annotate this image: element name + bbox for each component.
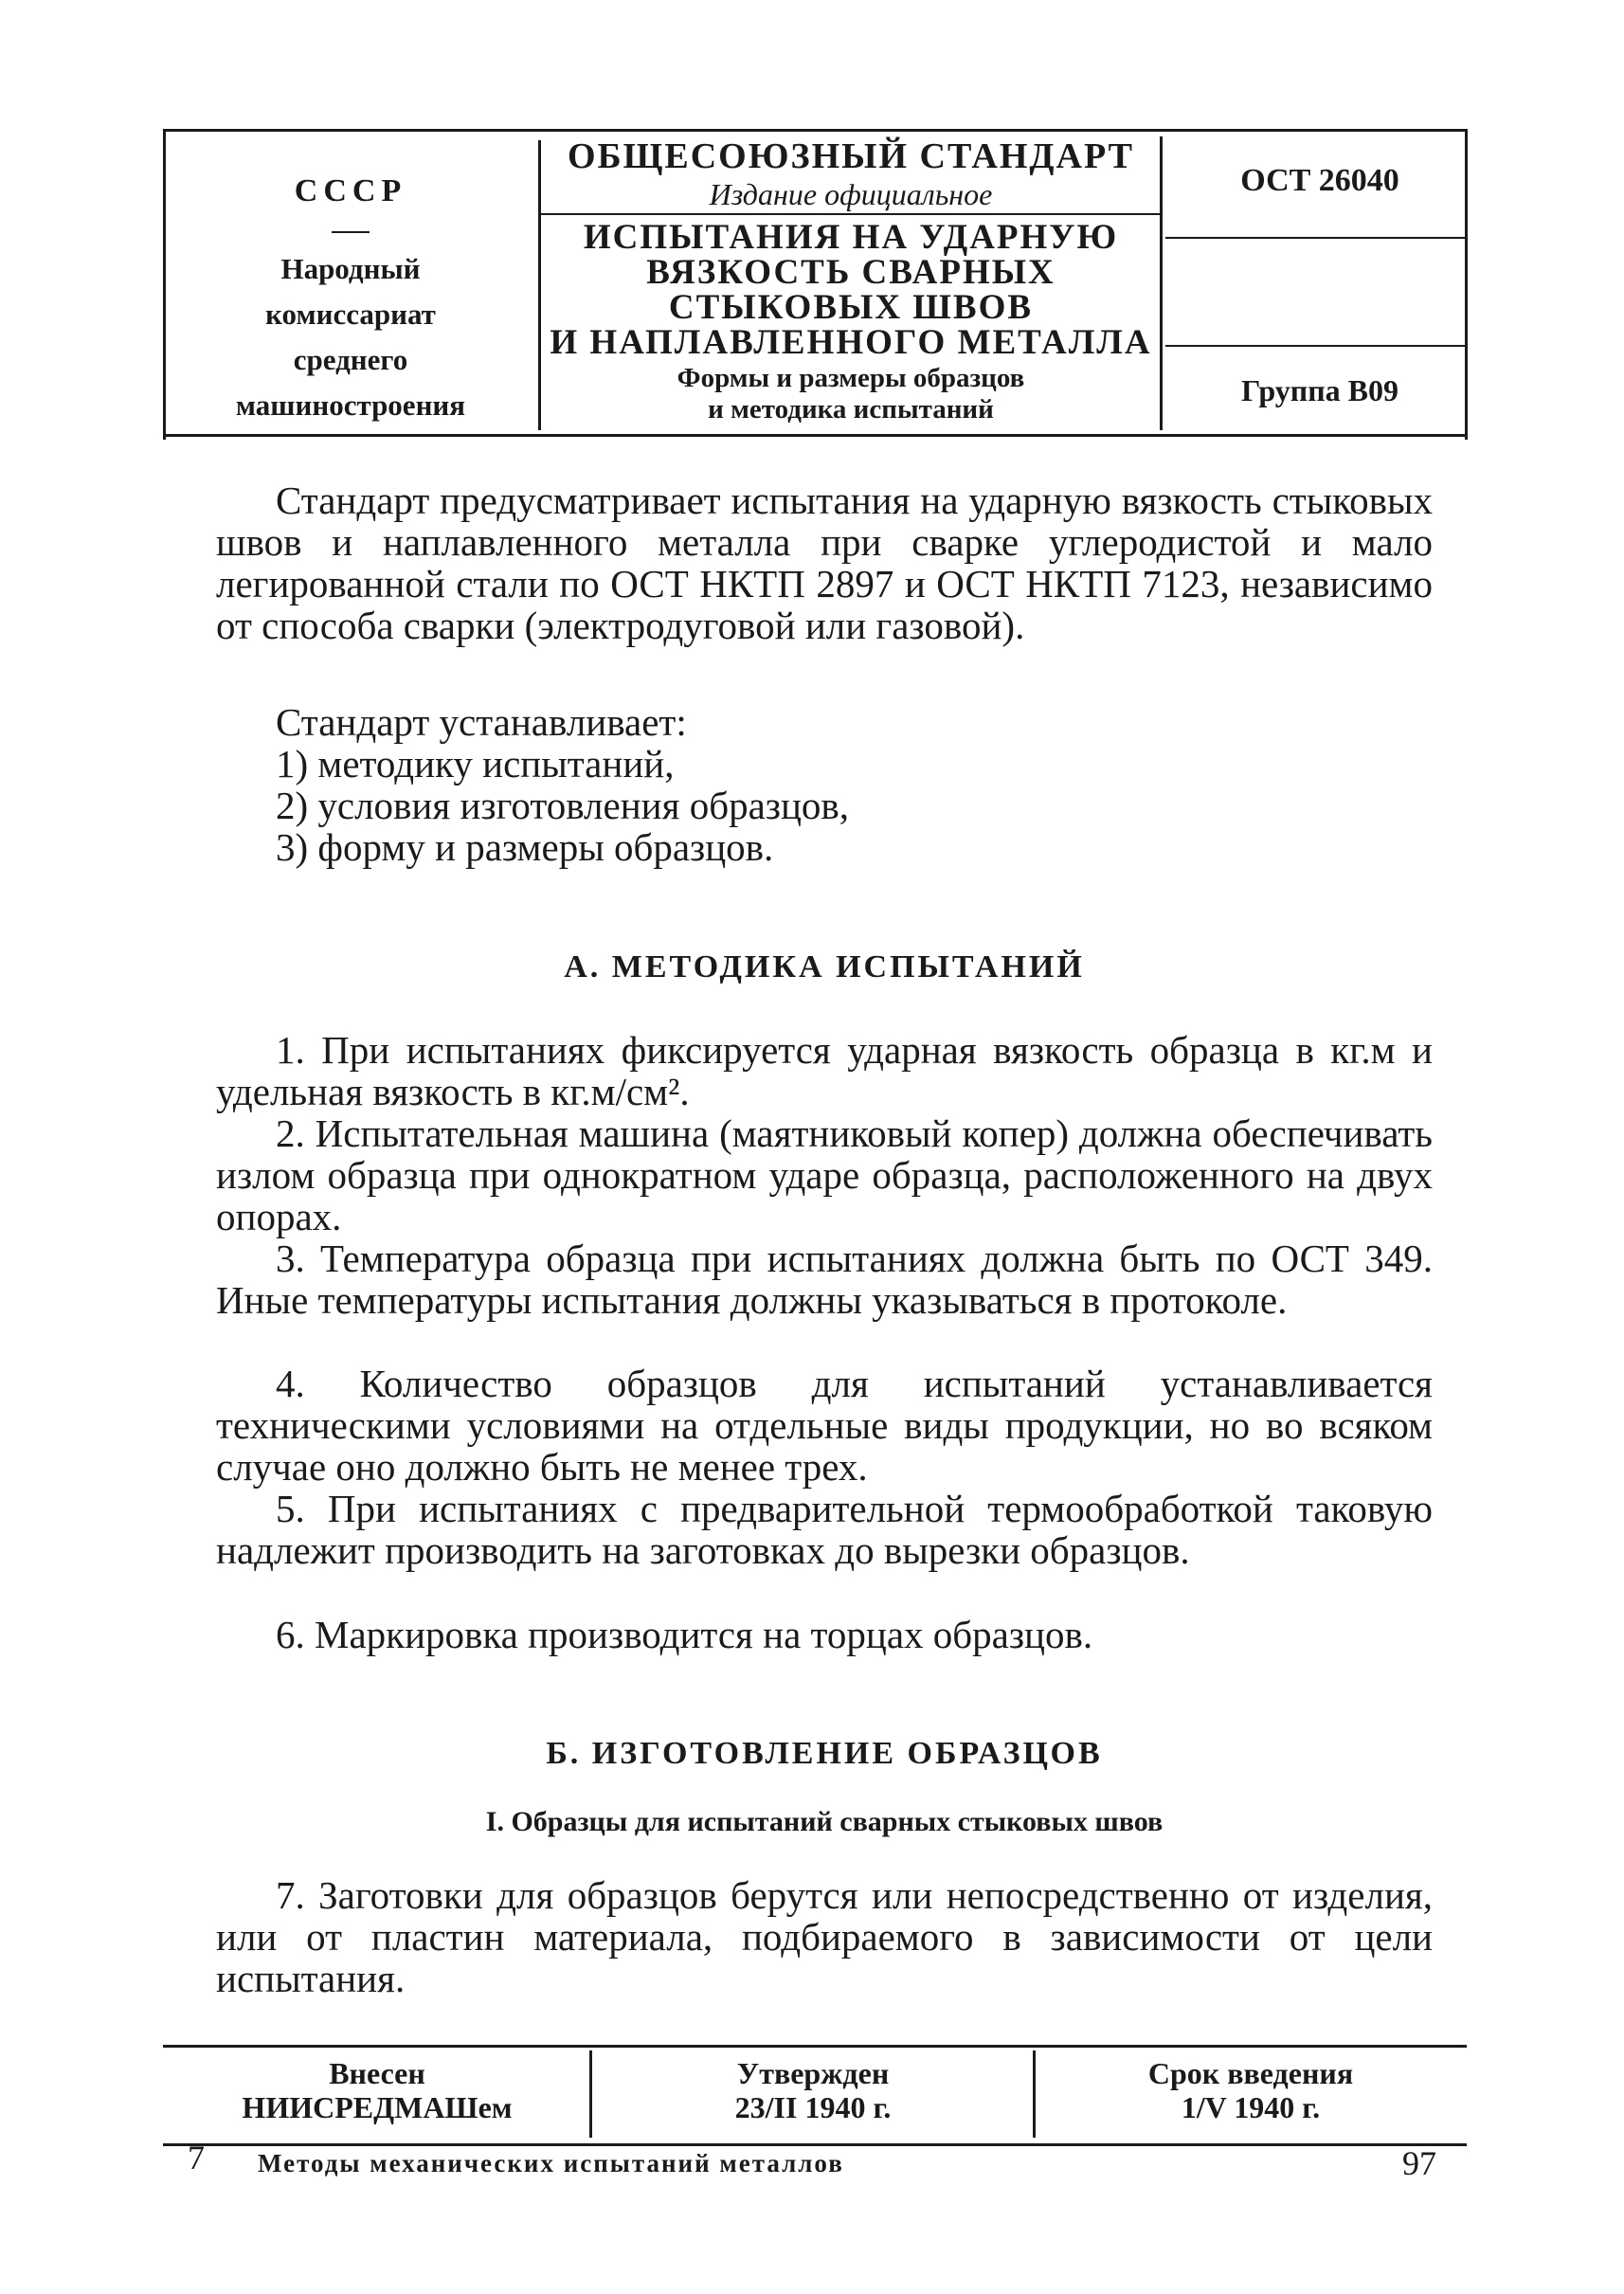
section-b-subheading: I. Образцы для испытаний сварных стыковых швов: [485, 1806, 1164, 1837]
edition-label: Издание официальное: [709, 177, 993, 211]
header-top-rule: [163, 129, 1467, 132]
scope-line-1: Формы и размеры образцов: [677, 363, 1025, 393]
footer-left-number: 7: [188, 2139, 205, 2177]
intro-establishes: Стандарт устанавливает:: [276, 700, 687, 744]
standard-group: Группа В09: [1241, 373, 1398, 407]
section-a-heading: А. МЕТОДИКА ИСПЫТАНИЙ: [564, 949, 1085, 984]
header-right-border: [1465, 129, 1468, 440]
approved-value: 23/II 1940 г.: [734, 2090, 892, 2124]
org-line-2: комиссариат: [265, 298, 436, 331]
intro-list-item-3: 3) форму и размеры образцов.: [276, 825, 774, 869]
section-a-item-2: 2. Испытательная машина (маятниковый копер) должна обеспечивать излом образца при однократном ударе образца, расположенного на двух опорах.: [216, 1111, 1433, 1238]
subject-line-4: И НАПЛАВЛЕННОГО МЕТАЛЛА: [550, 323, 1152, 362]
book-title: Методы механических испытаний металлов: [258, 2149, 844, 2177]
intro-list-item-2: 2) условия изготовления образцов,: [276, 784, 850, 827]
section-b-item-7: 7. Заготовки для образцов берутся или непосредственно от изделия, или от пластин материала, подбираемого в зависимости от цели испытания.: [216, 1873, 1433, 2000]
standard-number: ОСТ 26040: [1240, 163, 1399, 198]
section-a-item-6: 6. Маркировка производится на торцах образцов.: [276, 1613, 1093, 1656]
standard-type-title: ОБЩЕСОЮЗНЫЙ СТАНДАРТ: [567, 136, 1135, 176]
submitted-label: Внесен: [329, 2056, 425, 2090]
section-a-item-1: 1. При испытаниях фиксируется ударная вязкость образца в кг.м и удельная вязкость в кг.м/см².: [216, 1028, 1433, 1113]
org-line-3: среднего: [293, 343, 408, 376]
country-dash: [332, 231, 370, 233]
intro-paragraph: Стандарт предусматривает испытания на ударную вязкость стыковых швов и наплавленного металла при сварке углеродистой и мало легированной стали по ОСТ НКТП 2897 и ОСТ НКТП 7123, независимо от способа сварки (электродуговой или газовой).: [216, 479, 1433, 647]
scope-line-2: и методика испытаний: [708, 394, 994, 424]
intro-list-item-1: 1) методику испытаний,: [276, 742, 675, 786]
submitted-value: НИИСРЕДМАШем: [242, 2090, 513, 2124]
footer-divider-2: [1033, 2050, 1036, 2138]
footer-effective-date: [1040, 2056, 1461, 2124]
header-bottom-rule: [163, 434, 1467, 437]
footer-top-rule: [163, 2045, 1467, 2048]
header-right-rule-2: [1165, 345, 1465, 347]
header-right-rule-1: [1165, 237, 1465, 239]
org-line-1: Народный: [280, 252, 421, 285]
org-line-4: машиностроения: [235, 388, 466, 422]
country-label: СССР: [294, 173, 407, 208]
section-b-heading: Б. ИЗГОТОВЛЕНИЕ ОБРАЗЦОВ: [546, 1736, 1103, 1771]
footer-bottom-rule: [163, 2143, 1467, 2146]
effective-date-value: 1/V 1940 г.: [1181, 2090, 1321, 2124]
subject-line-3: СТЫКОВЫХ ШВОВ: [668, 288, 1034, 327]
subject-line-2: ВЯЗКОСТЬ СВАРНЫХ: [646, 253, 1056, 292]
footer-divider-1: [589, 2050, 592, 2138]
header-organization: [169, 169, 532, 428]
effective-date-label: Срок введения: [1147, 2056, 1354, 2090]
footer-submitted: [169, 2056, 586, 2124]
standard-scope: [548, 363, 1154, 425]
section-a-item-4: 4. Количество образцов для испытаний устанавливается техническими условиями на отдельные виды продукции, но во всяком случае оно должно быть не менее трех.: [216, 1362, 1433, 1489]
footer-approved: [597, 2056, 1029, 2124]
header-divider-1: [538, 140, 541, 430]
section-a-item-5: 5. При испытаниях с предварительной термообработкой таковую надлежит производить на заготовках до вырезки образцов.: [216, 1487, 1433, 1572]
section-a-item-3: 3. Температура образца при испытаниях должна быть по ОСТ 349. Иные температуры испытания должны указываться в протоколе.: [216, 1237, 1433, 1322]
header-left-border: [163, 129, 166, 440]
standard-subject: [548, 220, 1154, 360]
page-number: 97: [1402, 2144, 1436, 2182]
header-mid-rule: [538, 213, 1160, 215]
header-divider-2: [1160, 136, 1163, 430]
subject-line-1: ИСПЫТАНИЯ НА УДАРНУЮ: [583, 218, 1119, 257]
approved-label: Утвержден: [736, 2056, 890, 2090]
